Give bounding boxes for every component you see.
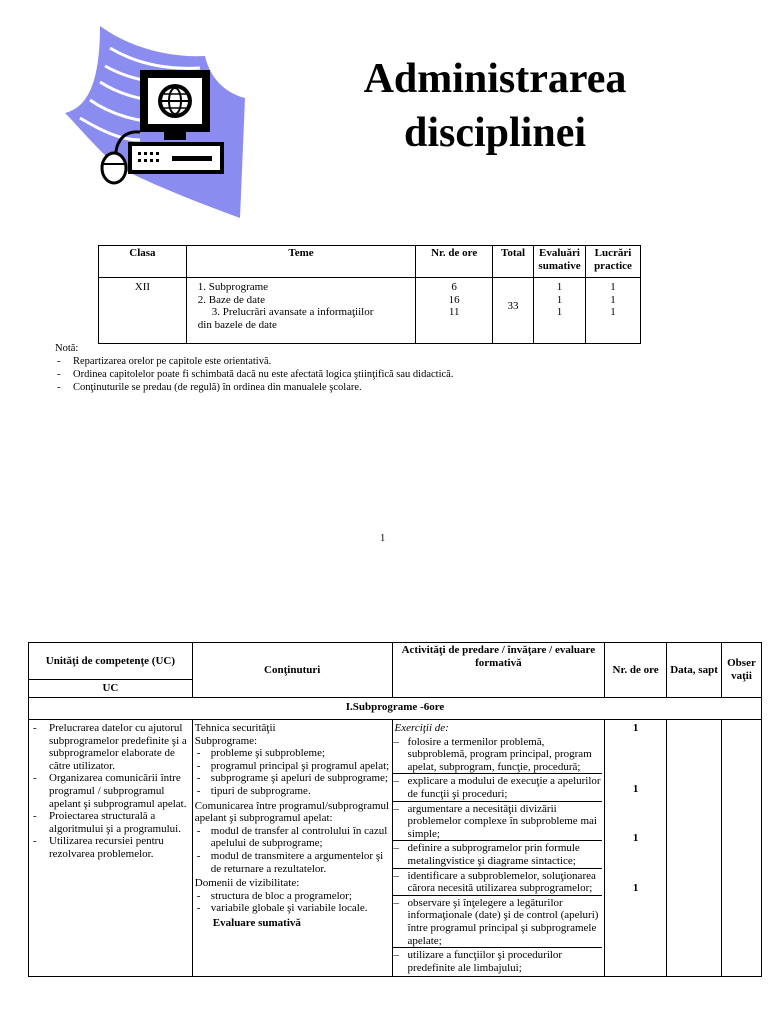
header-lucrari: Lucrări practice: [586, 246, 641, 278]
header-uc: Unităţi de competenţe (UC): [29, 643, 193, 680]
note-block: [55, 342, 453, 394]
page-number: 1: [380, 533, 386, 544]
evaluari-cell: [534, 278, 586, 344]
hours-table: [98, 245, 641, 344]
uc-item: - Prelucrarea datelor cu ajutorul subprogramelor predefinite şi a subprogramelor elaborate de către utilizator.: [31, 722, 190, 772]
cont-item: - programul principal şi programul apelat;: [195, 760, 390, 773]
header-total: Total: [493, 246, 534, 278]
act-item: – folosire a termenilor problemă, subproblemă, program principal, program apelat, subprogram, funcţie, procedură;: [393, 735, 603, 774]
header-uc-sub: UC: [29, 680, 193, 698]
lucrari-cell: [586, 278, 641, 344]
cont-item: - variabile globale şi variabile locale.: [195, 902, 390, 915]
act-item: – argumentare a necesităţii divizării problemelor complexe în subprobleme mai simple;: [393, 801, 603, 841]
lucrari-value: 1: [610, 293, 616, 306]
computer-globe-icon: [60, 18, 250, 218]
cont-item: - tipuri de subprograme.: [195, 785, 390, 798]
table-row: [29, 720, 762, 977]
total-cell: 33: [493, 278, 534, 344]
cont-item: - subprograme şi apeluri de subprograme;: [195, 772, 390, 785]
act-intro: Exerciţii de:: [394, 722, 449, 734]
act-item: – definire a subprogramelor prin formule metalingvistice şi diagrame sintactice;: [393, 840, 603, 867]
note-item: - Repartizarea orelor pe capitole este orientativă.: [55, 355, 453, 368]
header-clasa: Clasa: [99, 246, 187, 278]
title-line-1: Administrarea: [363, 56, 627, 102]
theme-item-cont: din bazele de date: [197, 318, 277, 331]
cont-heading: Subprograme:: [194, 734, 258, 747]
ore-value: 1: [632, 881, 639, 894]
cont-item: - structura de bloc a programelor;: [195, 890, 390, 903]
page-title: [330, 52, 660, 160]
note-item: - Conţinuturile se predau (de regulă) în ordinea din manualele şcolare.: [55, 381, 453, 394]
uc-item: - Proiectarea structurală a algoritmului şi a programului.: [31, 810, 190, 835]
act-item: – identificare a subproblemelor, soluţionarea cărora necesită utilizarea subprogramelor;: [393, 868, 603, 895]
obs-cell: [721, 720, 761, 977]
hours-table-header: [99, 246, 641, 278]
cont-heading: Tehnica securităţii: [194, 722, 276, 734]
curriculum-header-row: [29, 643, 762, 680]
ore-value: 11: [448, 306, 460, 318]
ore-value: 16: [448, 293, 460, 306]
ore-value: 6: [451, 281, 457, 293]
act-item: – observare şi înţelegere a legăturilor informaţionale (date) şi de control (apeluri) între programul principal şi subprogramele apelate;: [393, 895, 603, 947]
theme-item: 1. Subprograme: [197, 281, 269, 293]
cont-heading: Domenii de vizibilitate:: [194, 877, 300, 890]
ore-value: 1: [632, 722, 639, 734]
lucrari-value: 1: [610, 306, 616, 318]
themes-cell: [186, 278, 415, 344]
section-title: I.Subprograme -6ore: [29, 698, 762, 720]
header-nr-ore: Nr. de ore: [416, 246, 493, 278]
theme-item: 2. Baze de date: [197, 293, 265, 306]
cont-heading: Comunicarea între programul/subprogramul apelant şi subprogramul apelat:: [194, 799, 390, 825]
title-line-2: disciplinei: [403, 110, 587, 156]
cont-item: - modul de transfer al controlului în cazul apelului de subprograme;: [195, 825, 390, 850]
uc-item: - Utilizarea recursiei pentru rezolvarea problemelor.: [31, 835, 190, 860]
theme-item: 3. Prelucrări avansate a informaţiilor: [211, 306, 374, 318]
ore-value: 1: [632, 832, 639, 845]
cont-item: - modul de transmitere a argumentelor şi de returnare a rezultatelor.: [195, 850, 390, 875]
uc-item: - Organizarea comunicării între programul / subprogramul apelant şi subprogramul apelat.: [31, 772, 190, 810]
evaluari-value: 1: [556, 281, 563, 293]
evaluari-value: 1: [556, 293, 563, 306]
act-item: – explicare a modului de execuţie a apelurilor de funcţii şi proceduri;: [393, 773, 603, 800]
header-evaluari: Evaluări sumative: [534, 246, 586, 278]
ore-value: 1: [632, 782, 639, 795]
header-nr-ore: Nr. de ore: [605, 643, 667, 698]
ore-cell: [605, 720, 667, 977]
cont-item: - probleme şi subprobleme;: [195, 747, 390, 760]
data-cell: [667, 720, 722, 977]
curriculum-table: [28, 642, 762, 977]
header-data: Data, sapt: [667, 643, 722, 698]
activitati-cell: [392, 720, 605, 977]
uc-cell: [29, 720, 193, 977]
act-item: – utilizare a funcţiilor şi procedurilor predefinite ale limbajului;: [393, 947, 603, 974]
clasa-cell: XII: [99, 278, 187, 344]
eval-label: Evaluare sumativă: [212, 916, 301, 929]
table-row: [99, 278, 641, 344]
lucrari-value: 1: [610, 281, 616, 293]
ore-cell: [416, 278, 493, 344]
note-item: - Ordinea capitolelor poate fi schimbată dacă nu este afectată logica ştiinţifică sau didactică.: [55, 368, 453, 381]
evaluari-value: 1: [556, 306, 563, 318]
note-label: Notă:: [55, 343, 79, 354]
continuturi-cell: [192, 720, 392, 977]
header-teme: Teme: [186, 246, 415, 278]
header-activitati: Activităţi de predare / învăţare / evaluare formativă: [392, 643, 605, 698]
header-obs: Obser vaţii: [721, 643, 761, 698]
header-continuturi: Conţinuturi: [192, 643, 392, 698]
